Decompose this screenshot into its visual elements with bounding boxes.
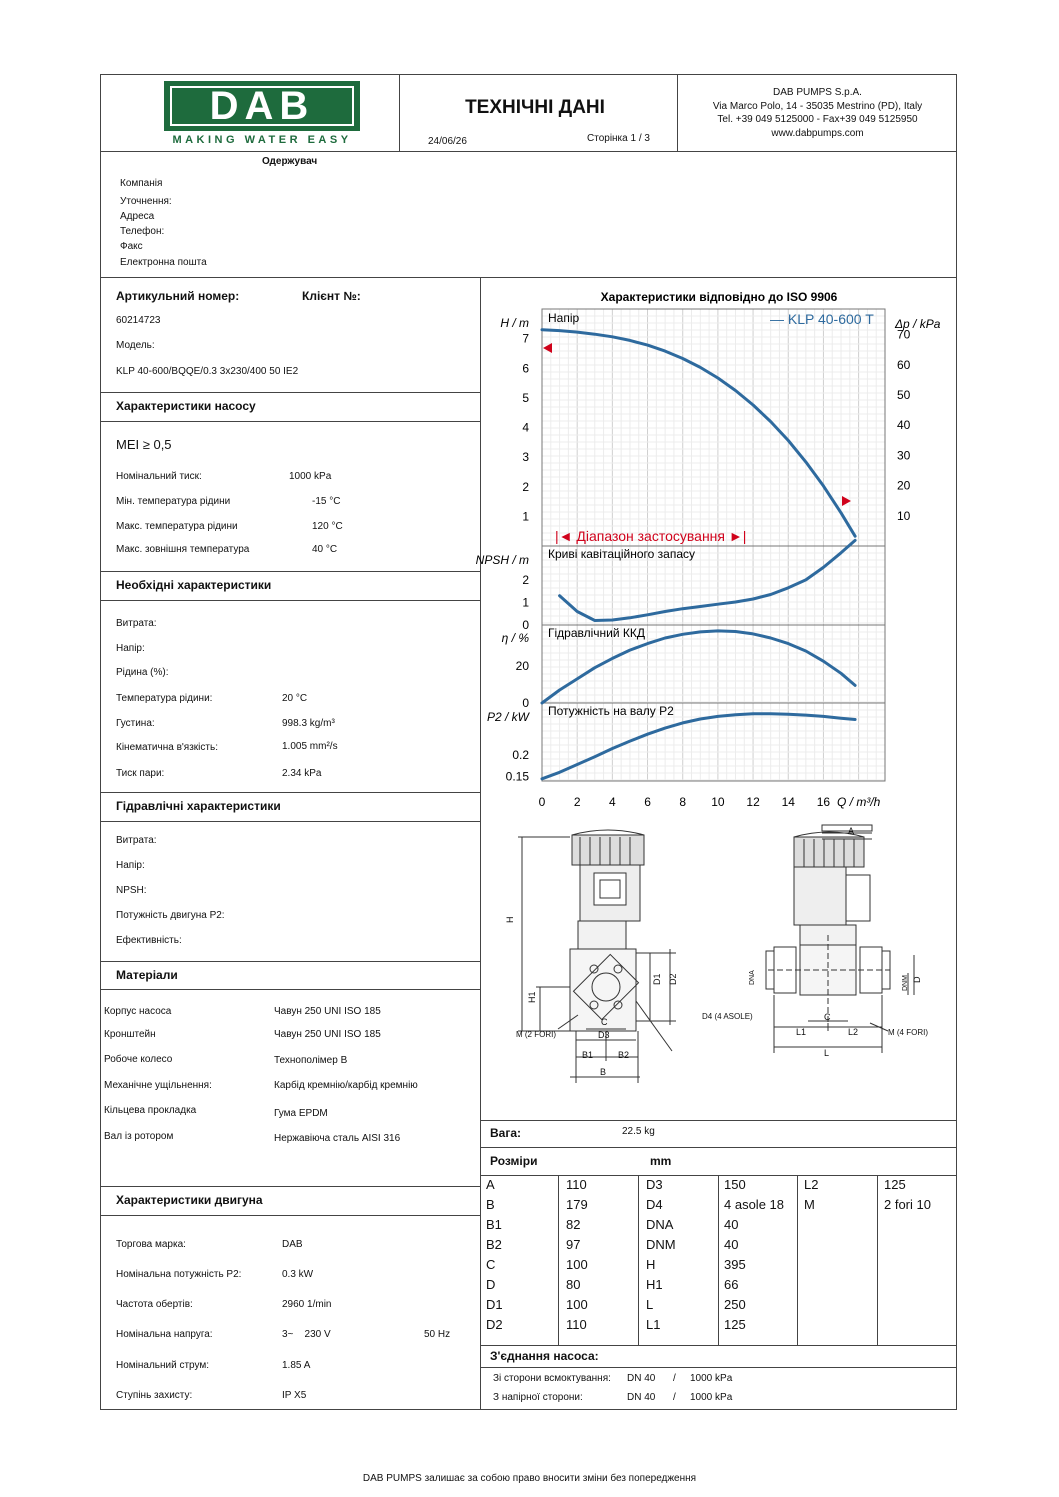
y-axis-label: η / % [501, 631, 529, 645]
dim-val: 110 [566, 1317, 587, 1332]
logo-text: DAB [209, 84, 315, 128]
dim-val: 179 [566, 1197, 588, 1212]
right-axis-label: Δp / kPa [895, 317, 941, 331]
section-title: Гідравлічні характеристики [116, 799, 281, 813]
right-tick-label: 10 [897, 508, 911, 523]
company-address [680, 86, 955, 140]
motor-label: Номінальний струм: [116, 1360, 210, 1371]
section-title: Матеріали [116, 968, 178, 982]
dim-label: L [824, 1048, 830, 1058]
dim-val: 40 [724, 1217, 739, 1232]
motor-value: DAB [282, 1239, 303, 1250]
x-tick-label: 6 [644, 795, 651, 809]
spec-label: Мін. температура рідини [116, 496, 231, 507]
dim-key: C [486, 1257, 496, 1272]
performance-chart [475, 278, 957, 809]
spec-label: Номінальний тиск: [116, 471, 202, 482]
spec-label: Макс. температура рідини [116, 521, 238, 532]
dim-key: D3 [646, 1177, 663, 1192]
y-tick-label: 2 [522, 479, 529, 494]
divider [100, 961, 480, 962]
hyd-label: Напір: [116, 860, 145, 871]
x-tick-label: 8 [679, 795, 687, 809]
dim-label: H [505, 916, 515, 923]
company-line: Via Marco Polo, 14 - 35035 Mestrino (PD), Italy [712, 100, 923, 112]
req-value: 20 °C [282, 693, 308, 704]
material-value: Чавун 250 UNI ISO 185 [274, 1029, 381, 1040]
spec-label: Макс. зовнішня температура [116, 544, 250, 555]
panel-title: Напір [548, 311, 580, 325]
dimensions-label: Розміри [490, 1154, 538, 1168]
dim-label: D4 (4 ASOLE) [702, 1012, 753, 1021]
panel-title: Гідравлічний ККД [548, 626, 646, 640]
material-label: Кільцева прокладка [104, 1105, 197, 1116]
dim-key: B [486, 1197, 495, 1212]
company-line: Tel. +39 049 5125000 - Fax+39 049 5125950 [717, 114, 918, 125]
divider [100, 421, 480, 422]
document-date: 24/06/26 [428, 136, 467, 147]
dim-val: 2 fori 10 [884, 1197, 931, 1212]
dim-label: H1 [527, 991, 537, 1003]
dim-label: DNA [749, 970, 756, 985]
article-number-label: Артикульний номер: [116, 289, 240, 303]
article-number: 60214723 [116, 315, 161, 326]
x-tick-label: 14 [781, 795, 795, 809]
dim-key: D1 [486, 1297, 503, 1312]
motor-value: 3~ 230 V [282, 1329, 331, 1340]
dim-label: L2 [848, 1027, 859, 1037]
dim-label: M (2 FORI) [516, 1030, 556, 1039]
dim-key: L2 [804, 1177, 819, 1192]
recipient-field: Уточнення: [120, 196, 172, 207]
y-tick-label: 2 [522, 572, 529, 587]
recipient-field: Адреса [120, 211, 155, 222]
connection-pressure: 1000 kPa [690, 1392, 733, 1403]
divider [480, 1120, 957, 1121]
legend-entry: — KLP 40-600 T [770, 311, 874, 327]
hyd-label: Потужність двигуна P2: [116, 910, 225, 921]
dim-label: B [600, 1067, 607, 1077]
motor-value: 1.85 A [282, 1360, 311, 1371]
dim-label: B1 [582, 1050, 594, 1060]
divider [877, 1175, 878, 1345]
divider [100, 151, 957, 152]
page-number: Сторінка 1 / 3 [587, 133, 650, 144]
y-tick-label: 6 [522, 361, 529, 376]
weight-label: Вага: [490, 1126, 522, 1140]
req-label: Температура рідини: [116, 693, 213, 704]
y-tick-label: 0 [522, 696, 529, 710]
dim-key: A [486, 1177, 495, 1192]
divider [100, 821, 480, 822]
dim-key: B2 [486, 1237, 502, 1252]
pump-side-drawing [749, 825, 960, 1065]
y-axis-label: NPSH / m [475, 553, 529, 567]
connection-dn: DN 40 [627, 1373, 656, 1384]
x-tick-label: 0 [538, 795, 546, 809]
recipient-field: Факс [120, 241, 143, 252]
x-tick-label: 16 [816, 795, 831, 809]
connection-sep: / [673, 1392, 676, 1403]
hyd-label: Ефективність: [116, 935, 182, 946]
connection-sep: / [673, 1373, 676, 1384]
material-value: Технополімер B [274, 1055, 348, 1066]
panel-title: Потужність на валу P2 [548, 704, 674, 718]
dim-val: 97 [566, 1237, 581, 1252]
y-axis-label: P2 / kW [486, 710, 529, 724]
req-label: Рідина (%): [116, 667, 169, 678]
divider [100, 571, 480, 572]
connection-label: Зі сторони всмоктування: [493, 1373, 611, 1384]
divider [100, 1215, 480, 1216]
dim-key: B1 [486, 1217, 502, 1232]
req-label: Густина: [116, 718, 155, 729]
motor-value: 2960 1/min [282, 1299, 332, 1310]
dim-val: 100 [566, 1257, 588, 1272]
x-tick-label: 12 [746, 795, 760, 809]
dim-label: C [824, 1012, 831, 1022]
connection-title: З'єднання насоса: [490, 1349, 599, 1363]
dim-label: A [848, 826, 855, 836]
motor-label: Номінальна напруга: [116, 1329, 213, 1340]
dim-val: 82 [566, 1217, 581, 1232]
y-tick-label: 0.15 [505, 769, 529, 784]
client-number-label: Клієнт №: [302, 289, 361, 303]
divider [480, 1147, 957, 1148]
section-title: Характеристики двигуна [116, 1193, 263, 1207]
motor-frequency: 50 Hz [424, 1329, 451, 1340]
motor-label: Ступінь захисту: [116, 1390, 193, 1401]
motor-value: IP X5 [282, 1390, 307, 1401]
req-label: Витрата: [116, 618, 157, 629]
divider [718, 1175, 719, 1345]
divider [558, 1175, 559, 1345]
divider [100, 1186, 480, 1187]
divider [797, 1175, 798, 1345]
y-tick-label: 4 [522, 420, 529, 435]
req-label: Тиск пари: [116, 768, 165, 779]
dim-label: C [601, 1017, 608, 1027]
dim-val: 100 [566, 1297, 588, 1312]
y-tick-label: 1 [522, 595, 529, 610]
req-label: Напір: [116, 643, 145, 654]
dim-key: D [486, 1277, 496, 1292]
y-tick-label: 1 [522, 509, 529, 524]
hyd-label: NPSH: [116, 885, 147, 896]
x-axis-label: Q / m³/h [837, 795, 881, 809]
dim-key: D2 [486, 1317, 503, 1332]
dim-key: H [646, 1257, 656, 1272]
divider [100, 792, 480, 793]
divider [100, 392, 480, 393]
dim-key: L1 [646, 1317, 661, 1332]
divider [100, 600, 480, 601]
dim-key: D4 [646, 1197, 663, 1212]
spec-value: 120 °C [312, 521, 343, 532]
spec-value: 40 °C [312, 544, 338, 555]
material-value: Чавун 250 UNI ISO 185 [274, 1006, 381, 1017]
dim-label: B2 [618, 1050, 630, 1060]
dim-label: D1 [652, 973, 662, 985]
dim-val: 80 [566, 1277, 581, 1292]
dim-label: DNM [902, 975, 909, 991]
company-line: DAB PUMPS S.p.A. [773, 87, 862, 98]
dim-label: D3 [598, 1030, 610, 1040]
logo-tagline: MAKING WATER EASY [172, 134, 352, 146]
divider [480, 1345, 957, 1346]
material-label: Механічне ущільнення: [104, 1080, 212, 1091]
right-tick-label: 50 [897, 388, 911, 403]
x-tick-label: 2 [573, 795, 581, 809]
model-label: Модель: [116, 340, 155, 351]
y-axis-label: H / m [500, 316, 529, 330]
hyd-label: Витрата: [116, 835, 157, 846]
divider [638, 1175, 639, 1345]
dim-val: 250 [724, 1297, 746, 1312]
dim-key: DNA [646, 1217, 674, 1232]
dim-val: 395 [724, 1257, 746, 1272]
dim-key: M [804, 1197, 815, 1212]
req-label: Кінематична в'язкість: [116, 742, 218, 753]
dim-label: D [912, 976, 922, 983]
mei-value: MEI ≥ 0,5 [116, 437, 172, 452]
range-label: |◄ Діапазон застосування ►| [555, 528, 747, 544]
req-value: 2.34 kPa [282, 768, 322, 779]
section-title: Необхідні характеристики [116, 578, 272, 592]
material-label: Кронштейн [104, 1029, 156, 1040]
footer-note: DAB PUMPS залишає за собою право вносити зміни без попередження [362, 1473, 697, 1484]
panel-title: Криві кавітаційного запасу [548, 547, 696, 561]
spec-value: -15 °C [312, 496, 341, 507]
motor-label: Частота обертів: [116, 1299, 193, 1310]
y-tick-label: 7 [522, 331, 529, 346]
right-tick-label: 60 [897, 357, 911, 372]
dim-val: 66 [724, 1277, 739, 1292]
dim-key: L [646, 1297, 654, 1312]
motor-value: 0.3 kW [282, 1269, 314, 1280]
recipient-field: Компанія [120, 178, 163, 189]
document-title: ТЕХНІЧНІ ДАНІ [465, 97, 605, 118]
x-tick-label: 10 [711, 795, 725, 809]
motor-label: Торгова марка: [116, 1239, 186, 1250]
x-tick-label: 4 [609, 795, 616, 809]
right-tick-label: 30 [897, 448, 911, 463]
dim-val: 125 [884, 1177, 906, 1192]
connection-dn: DN 40 [627, 1392, 656, 1403]
dim-val: 40 [724, 1237, 739, 1252]
right-tick-label: 20 [897, 478, 911, 493]
material-value: Нержавіюча сталь AISI 316 [274, 1133, 401, 1144]
y-tick-label: 5 [522, 390, 529, 405]
dim-key: H1 [646, 1277, 663, 1292]
motor-label: Номінальна потужність P2: [116, 1269, 242, 1280]
dim-val: 125 [724, 1317, 746, 1332]
divider [100, 989, 480, 990]
y-tick-label: 0.2 [512, 748, 529, 762]
dim-val: 110 [566, 1177, 587, 1192]
dimensions-unit: mm [650, 1154, 672, 1168]
weight-value: 22.5 kg [622, 1126, 655, 1137]
dim-val: 4 asole 18 [724, 1197, 784, 1212]
dim-label: D2 [668, 973, 678, 985]
material-value: Гума EPDM [274, 1108, 328, 1119]
right-tick-label: 40 [897, 418, 911, 433]
material-label: Корпус насоса [104, 1006, 172, 1017]
y-tick-label: 20 [515, 658, 529, 673]
dim-label: M (4 FORI) [888, 1028, 928, 1037]
divider [480, 1367, 957, 1368]
dim-val: 150 [724, 1177, 746, 1192]
recipient-title: Одержувач [262, 156, 318, 167]
material-label: Робоче колесо [104, 1054, 173, 1065]
req-value: 1.005 mm²/s [282, 741, 338, 752]
material-value: Карбід кремнію/карбід кремнію [274, 1080, 418, 1091]
model-value: KLP 40-600/BQQE/0.3 3x230/400 50 IE2 [116, 366, 299, 377]
connection-pressure: 1000 kPa [690, 1373, 733, 1384]
recipient-field: Телефон: [120, 226, 165, 237]
recipient-field: Електронна пошта [120, 257, 207, 268]
section-title: Характеристики насосу [116, 399, 256, 413]
dab-logo [164, 81, 360, 147]
connection-label: З напірної сторони: [493, 1392, 583, 1403]
company-line: www.dabpumps.com [771, 127, 864, 139]
material-label: Вал із ротором [104, 1131, 174, 1142]
chart-title: Характеристики відповідно до ISO 9906 [600, 290, 838, 304]
right-tick-label: 70 [897, 327, 911, 342]
spec-value: 1000 kPa [289, 471, 332, 482]
y-tick-label: 0 [522, 618, 529, 632]
divider [677, 74, 678, 152]
dim-label: L1 [796, 1027, 807, 1037]
req-value: 998.3 kg/m³ [282, 718, 335, 729]
dim-key: DNM [646, 1237, 676, 1252]
y-tick-label: 3 [522, 450, 529, 465]
